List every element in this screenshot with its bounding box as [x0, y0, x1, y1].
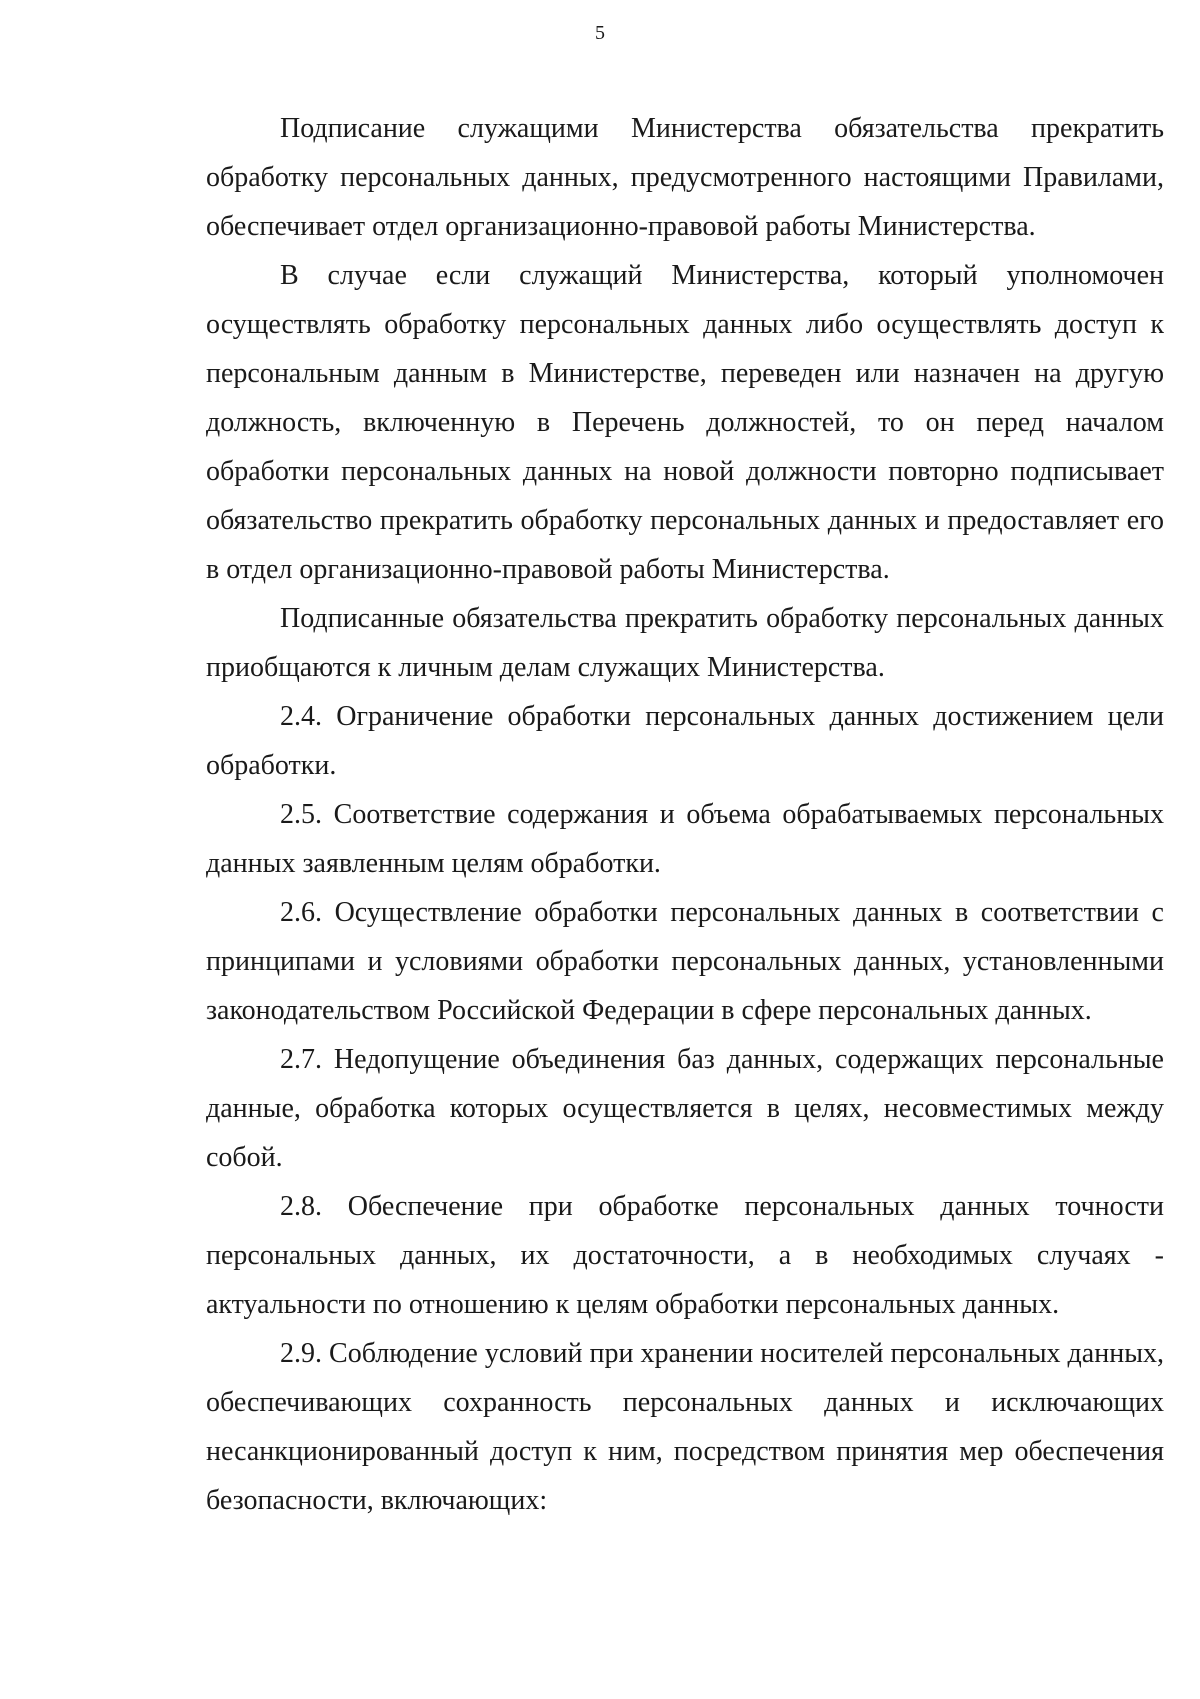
paragraph-item-2-4: 2.4. Ограничение обработки персональных данных достижением цели обработки.	[206, 701, 1164, 781]
paragraph-item-2-9: 2.9. Соблюдение условий при хранении носителей персональных данных, обеспечивающих сохранность персональных данных и исключающих несанкционированный доступ к ним, посредством принятия мер обеспечения безопасности, включающих:	[206, 1338, 1164, 1516]
paragraph-signed-obligations: Подписанные обязательства прекратить обработку персональных данных приобщаются к личным делам служащих Министерства.	[206, 603, 1164, 683]
paragraph-item-2-6: 2.6. Осуществление обработки персональных данных в соответствии с принципами и условиями обработки персональных данных, установленными законодательством Российской Федерации в сфере персональных данных.	[206, 897, 1164, 1026]
paragraph-item-2-8: 2.8. Обеспечение при обработке персональных данных точности персональных данных, их достаточности, а в необходимых случаях - актуальности по отношению к целям обработки персональных данных.	[206, 1191, 1164, 1320]
page-number: 5	[595, 22, 605, 44]
document-body	[206, 104, 1164, 1525]
paragraph-transfer-case: В случае если служащий Министерства, который уполномочен осуществлять обработку персональных данных либо осуществлять доступ к персональным данным в Министерстве, переведен или назначен на другую должность, включенную в Перечень должностей, то он перед началом обработки персональных данных на новой должности повторно подписывает обязательство прекратить обработку персональных данных и предоставляет его в отдел организационно-правовой работы Министерства.	[206, 260, 1164, 585]
paragraph-signing-obligation: Подписание служащими Министерства обязательства прекратить обработку персональных данных, предусмотренного настоящими Правилами, обеспечивает отдел организационно-правовой работы Министерства.	[206, 113, 1164, 242]
paragraph-item-2-7: 2.7. Недопущение объединения баз данных, содержащих персональные данные, обработка которых осуществляется в целях, несовместимых между собой.	[206, 1044, 1164, 1173]
paragraph-item-2-5: 2.5. Соответствие содержания и объема обрабатываемых персональных данных заявленным целям обработки.	[206, 799, 1164, 879]
